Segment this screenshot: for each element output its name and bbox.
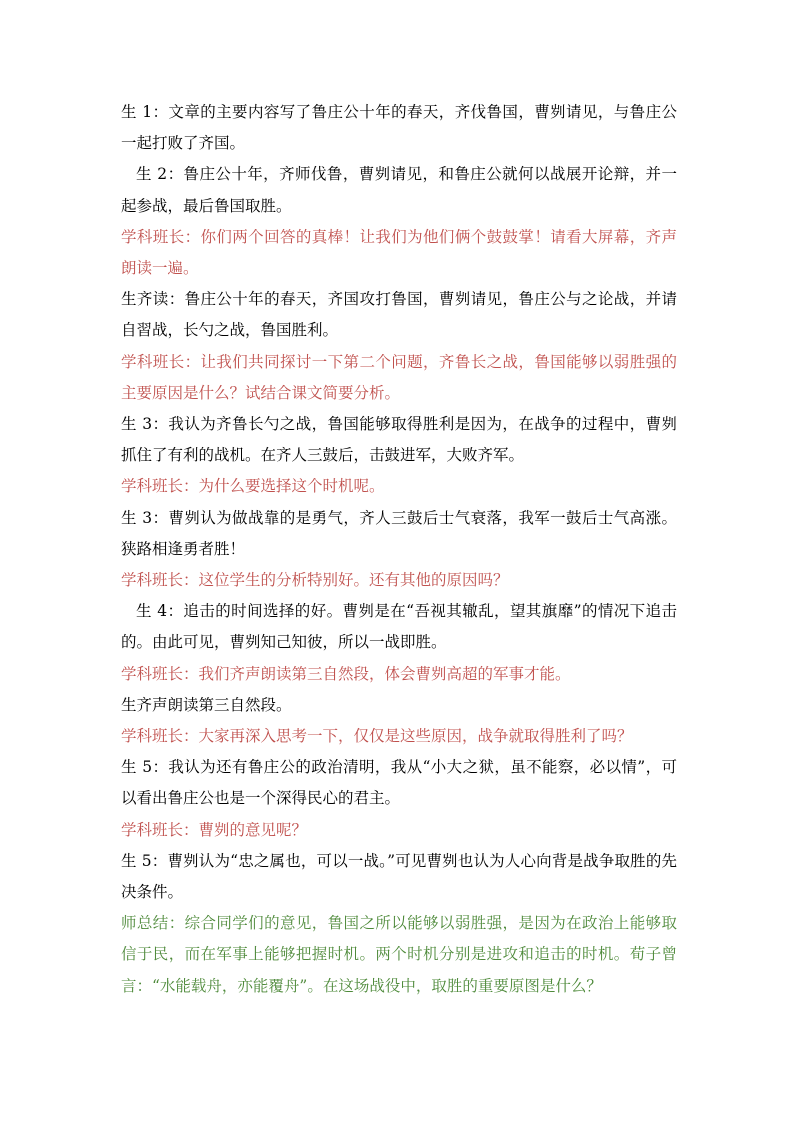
monitor-read-third-paragraph: 学科班长：我们齐声朗读第三自然段，体会曹刿高超的军事才能。 — [121, 664, 571, 683]
student-2-answer: 生 2：鲁庄公十年，齐师伐鲁，曹刿请见，和鲁庄公就何以战展开论辩，并一起参战，最后鲁国取胜。 — [121, 165, 677, 215]
student-3-followup: 生 3：曹刿认为做战靠的是勇气，齐人三鼓后士气衰落，我军一鼓后士气高涨。狭路相逢勇者胜！ — [121, 508, 677, 558]
student-1-answer: 生 1：文章的主要内容写了鲁庄公十年的春天，齐伐鲁国，曹刿请见，与鲁庄公一起打败了齐国。 — [121, 103, 677, 153]
student-3-answer: 生 3：我认为齐鲁长勺之战，鲁国能够取得胜利是因为，在战争的过程中，曹刿抓住了有利的战机。在齐人三鼓后，击鼓进军，大败齐军。 — [121, 415, 677, 465]
monitor-praise-read-aloud: 学科班长：你们两个回答的真棒！让我们为他们俩个鼓鼓掌！请看大屏幕，齐声朗读一遍。 — [121, 227, 677, 278]
class-reading-summary: 生齐读：鲁庄公十年的春天，齐国攻打鲁国，曹刿请见，鲁庄公与之论战，并请自習战，长勺之战，鲁国胜利。 — [121, 290, 677, 340]
class-reading-third-paragraph: 生齐声朗读第三自然段。 — [121, 695, 292, 714]
student-5-followup: 生 5：曹刿认为“忠之属也，可以一战。”可见曹刿也认为人心向背是战争取胜的先决条件。 — [121, 851, 677, 902]
monitor-question-two: 学科班长：让我们共同探讨一下第二个问题，齐鲁长之战，鲁国能够以弱胜强的主要原因是什么？试结合课文简要分析。 — [121, 352, 677, 402]
student-5-answer: 生 5：我认为还有鲁庄公的政治清明，我从“小大之狱，虽不能察，必以情”，可以看出鲁庄公也是一个深得民心的君主。 — [121, 758, 677, 808]
monitor-cao-gui-opinion: 学科班长：曹刿的意见呢？ — [121, 820, 308, 839]
student-4-answer: 生 4：追击的时间选择的好。曹刿是在“吾视其辙乱，望其旗靡”的情况下追击的。由此可见，曹刿知己知彼，所以一战即胜。 — [121, 602, 677, 652]
dialogue-transcript — [121, 97, 677, 1002]
teacher-summary: 师总结：综合同学们的意见，鲁国之所以能够以弱胜强，是因为在政治上能够取信于民，而在军事上能够把握时机。两个时机分别是进攻和追击的时机。荀子曾言：“水能载舟，亦能覆舟”。在这场战役中，取胜的重要原图是什么？ — [121, 914, 677, 995]
monitor-other-reasons: 学科班长：这位学生的分析特别好。还有其他的原因吗？ — [121, 571, 509, 590]
monitor-why-timing: 学科班长：为什么要选择这个时机呢。 — [121, 477, 385, 496]
monitor-deeper-question: 学科班长：大家再深入思考一下，仅仅是这些原因，战争就取得胜利了吗？ — [121, 727, 633, 746]
